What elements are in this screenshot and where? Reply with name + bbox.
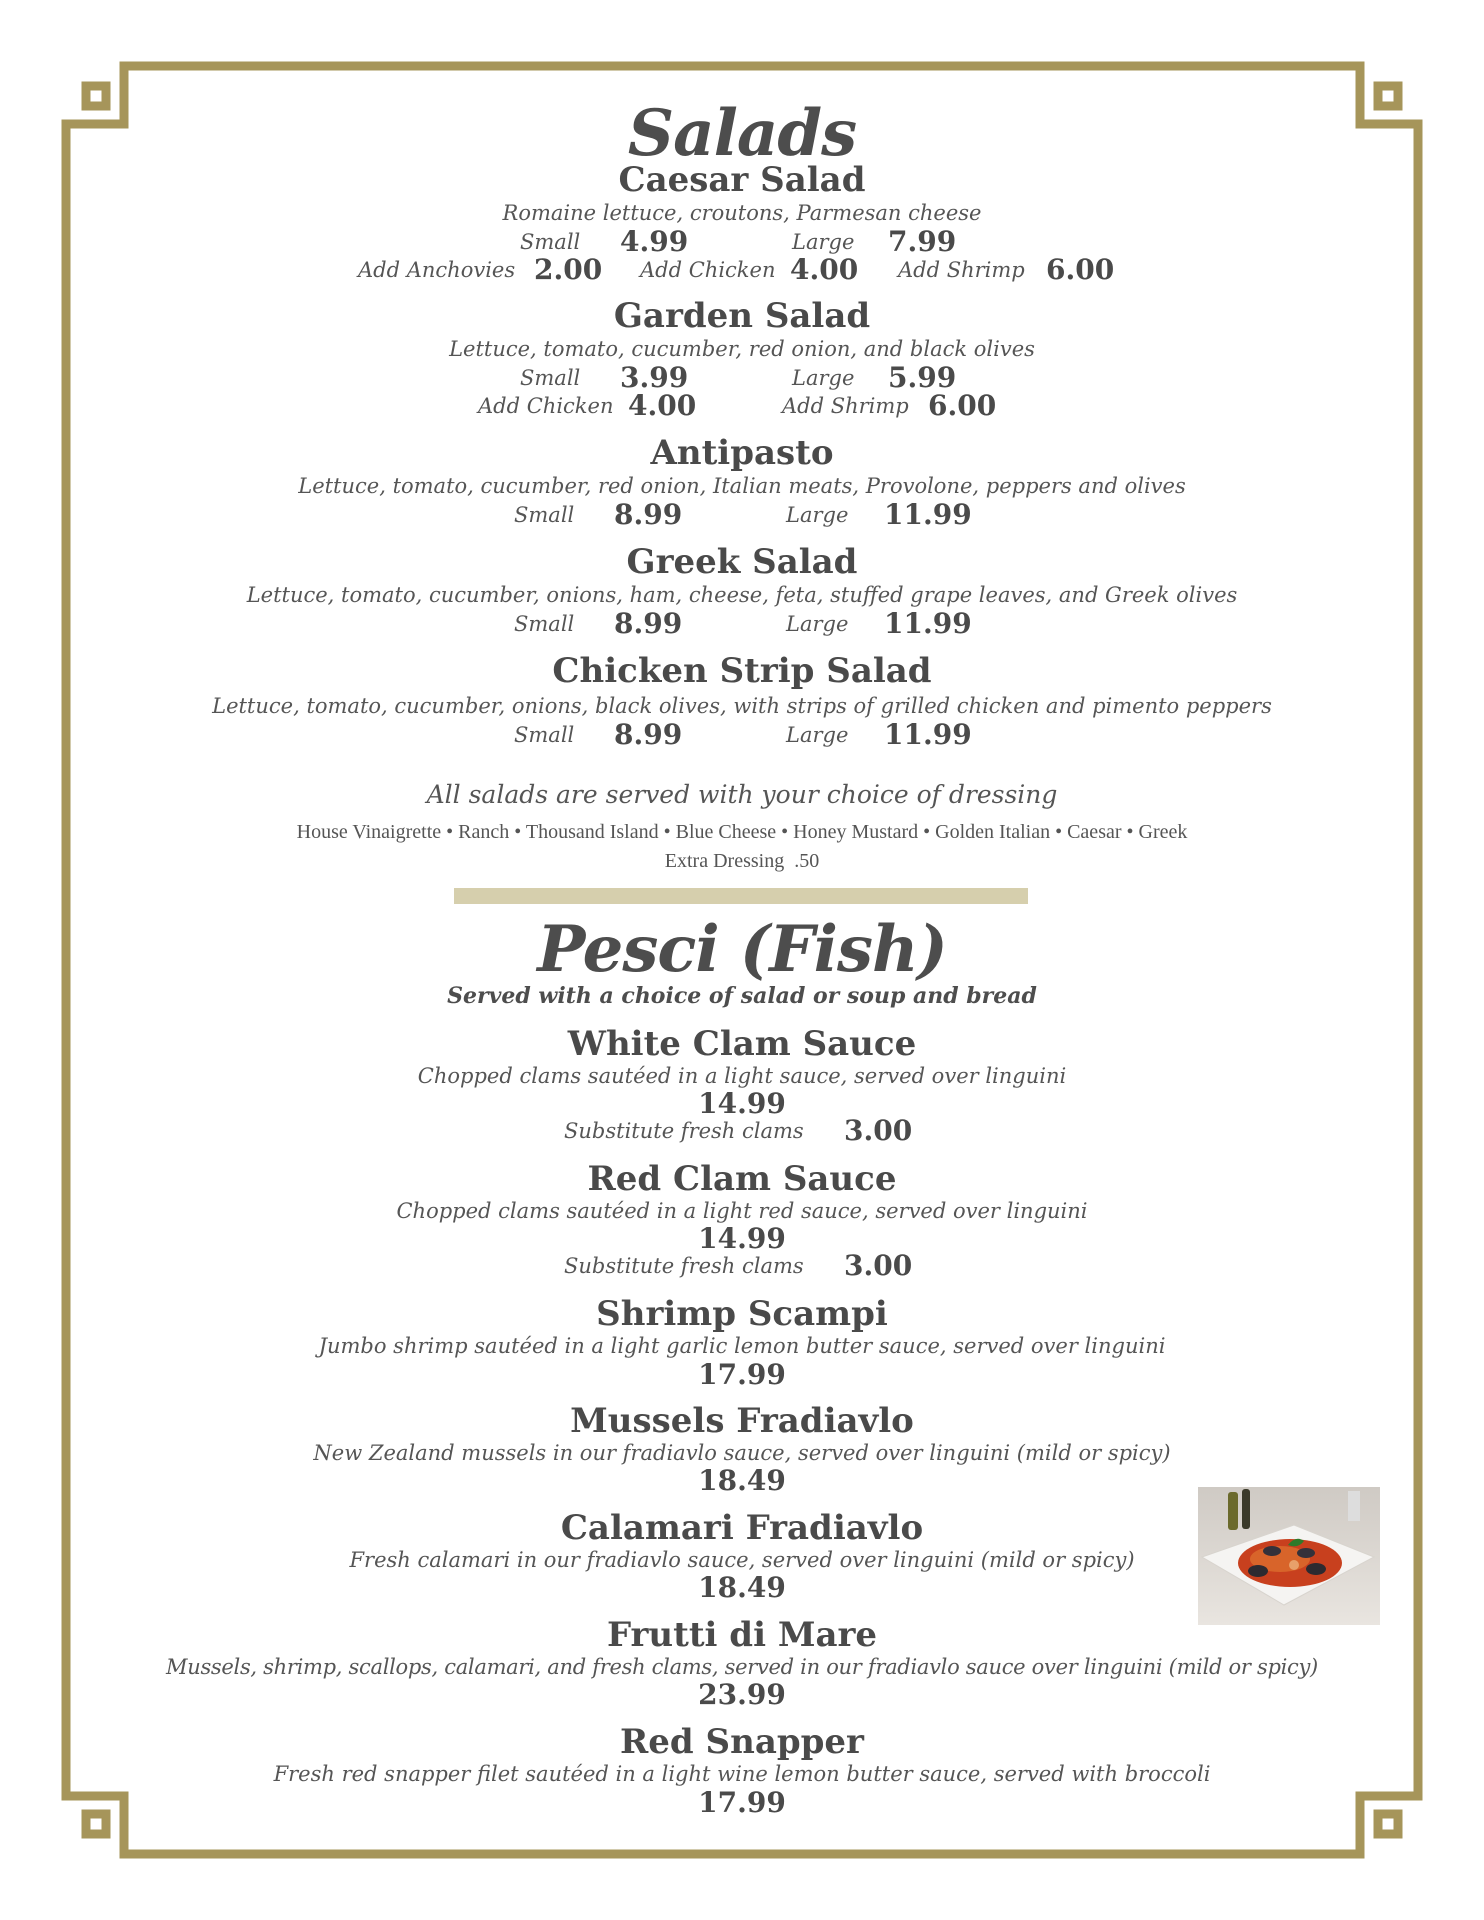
frutti-di-mare-desc: Mussels, shrimp, scallops, calamari, and fresh clams, served in our fradiavlo sauce over linguini (mild or spicy)	[166, 1655, 1318, 1679]
substitute-price: 3.00	[844, 1114, 913, 1147]
frutti-di-mare-name: Frutti di Mare	[606, 1615, 878, 1655]
large-label: Large	[786, 723, 849, 747]
shrimp-scampi-desc: Jumbo shrimp sautéed in a light garlic lemon butter sauce, served over linguini	[318, 1334, 1166, 1358]
addon-price: 6.00	[1046, 253, 1115, 286]
mussels-fradiavlo-name: Mussels Fradiavlo	[570, 1401, 914, 1441]
substitute-label: Substitute fresh clams	[564, 1119, 804, 1143]
small-label: Small	[514, 723, 575, 747]
chicken-strip-salad-desc: Lettuce, tomato, cucumber, onions, black olives, with strips of grilled chicken and pimento peppers	[212, 694, 1272, 718]
greek-salad-prices	[110, 607, 1374, 640]
white-clam-sauce-name: White Clam Sauce	[567, 1024, 917, 1064]
red-snapper-desc: Fresh red snapper filet sautéed in a light wine lemon butter sauce, served with broccoli	[273, 1762, 1211, 1786]
small-label: Small	[514, 612, 575, 636]
red-snapper-price: 17.99	[698, 1786, 786, 1819]
addon-price: 4.00	[628, 389, 697, 422]
antipasto-desc: Lettuce, tomato, cucumber, red onion, Italian meats, Provolone, peppers and olives	[298, 474, 1186, 498]
greek-salad-desc: Lettuce, tomato, cucumber, onions, ham, cheese, feta, stuffed grape leaves, and Greek olives	[246, 583, 1238, 607]
dressing-note: All salads are served with your choice of dressing	[426, 780, 1058, 809]
addon-label: Add Shrimp	[782, 394, 909, 418]
small-label: Small	[520, 230, 581, 254]
white-clam-sauce-desc: Chopped clams sautéed in a light sauce, served over linguini	[417, 1064, 1067, 1088]
calamari-fradiavlo-name: Calamari Fradiavlo	[560, 1508, 924, 1548]
substitute-price: 3.00	[844, 1249, 913, 1282]
seafood-dish-photo	[1198, 1487, 1380, 1625]
caesar-salad-desc: Romaine lettuce, croutons, Parmesan cheese	[502, 201, 982, 225]
greek-salad-name: Greek Salad	[626, 542, 858, 582]
addon-label: Add Shrimp	[898, 258, 1025, 282]
large-label: Large	[792, 230, 855, 254]
addon-price: 2.00	[534, 253, 603, 286]
red-clam-sauce-name: Red Clam Sauce	[587, 1159, 897, 1199]
small-price: 3.99	[620, 361, 689, 394]
antipasto-prices	[110, 498, 1374, 531]
large-price: 11.99	[884, 607, 972, 640]
mussels-fradiavlo-desc: New Zealand mussels in our fradiavlo sauce, served over linguini (mild or spicy)	[313, 1441, 1171, 1465]
small-price: 4.99	[620, 225, 689, 258]
small-price: 8.99	[614, 498, 683, 531]
shrimp-scampi-name: Shrimp Scampi	[596, 1294, 888, 1334]
dressing-list: House Vinaigrette • Ranch • Thousand Island • Blue Cheese • Honey Mustard • Golden Italian • Caesar • Greek	[296, 821, 1188, 843]
chicken-strip-salad-name: Chicken Strip Salad	[552, 651, 932, 691]
addon-price: 6.00	[928, 389, 997, 422]
red-snapper-name: Red Snapper	[620, 1722, 864, 1762]
garden-salad-addons	[110, 389, 1374, 422]
red-clam-sauce-desc: Chopped clams sautéed in a light red sauce, served over linguini	[396, 1199, 1088, 1223]
garden-salad-prices	[110, 361, 1374, 394]
extra-dressing: Extra Dressing .50	[664, 850, 820, 872]
addon-label: Add Anchovies	[358, 258, 516, 282]
small-price: 8.99	[614, 607, 683, 640]
calamari-fradiavlo-desc: Fresh calamari in our fradiavlo sauce, served over linguini (mild or spicy)	[349, 1548, 1135, 1572]
large-label: Large	[792, 366, 855, 390]
caesar-salad-name: Caesar Salad	[618, 160, 866, 200]
section-divider	[454, 888, 1028, 904]
caesar-salad-prices	[110, 225, 1374, 258]
small-label: Small	[514, 503, 575, 527]
addon-label: Add Chicken	[478, 394, 614, 418]
large-label: Large	[786, 503, 849, 527]
large-price: 5.99	[888, 361, 957, 394]
large-price: 11.99	[884, 498, 972, 531]
white-clam-sauce-price: 14.99	[698, 1087, 786, 1120]
large-price: 11.99	[884, 718, 972, 751]
addon-label: Add Chicken	[640, 258, 776, 282]
calamari-fradiavlo-price: 18.49	[698, 1571, 786, 1604]
small-price: 8.99	[614, 718, 683, 751]
shrimp-scampi-price: 17.99	[698, 1358, 786, 1391]
mussels-fradiavlo-price: 18.49	[698, 1464, 786, 1497]
white-clam-sauce-substitute	[110, 1114, 1374, 1147]
large-price: 7.99	[888, 225, 957, 258]
garden-salad-name: Garden Salad	[613, 296, 871, 336]
garden-salad-desc: Lettuce, tomato, cucumber, red onion, and black olives	[449, 337, 1035, 361]
fish-subtitle: Served with a choice of salad or soup and bread	[447, 983, 1037, 1009]
red-clam-sauce-substitute	[110, 1249, 1374, 1282]
red-clam-sauce-price: 14.99	[698, 1222, 786, 1255]
fish-heading: Pesci (Fish)	[537, 912, 947, 987]
caesar-salad-addons	[110, 253, 1374, 286]
small-label: Small	[520, 366, 581, 390]
chicken-strip-salad-prices	[110, 718, 1374, 751]
antipasto-name: Antipasto	[650, 433, 834, 473]
salads-heading: Salads	[627, 96, 857, 171]
addon-price: 4.00	[790, 253, 859, 286]
large-label: Large	[786, 612, 849, 636]
frutti-di-mare-price: 23.99	[698, 1678, 786, 1711]
substitute-label: Substitute fresh clams	[564, 1254, 804, 1278]
